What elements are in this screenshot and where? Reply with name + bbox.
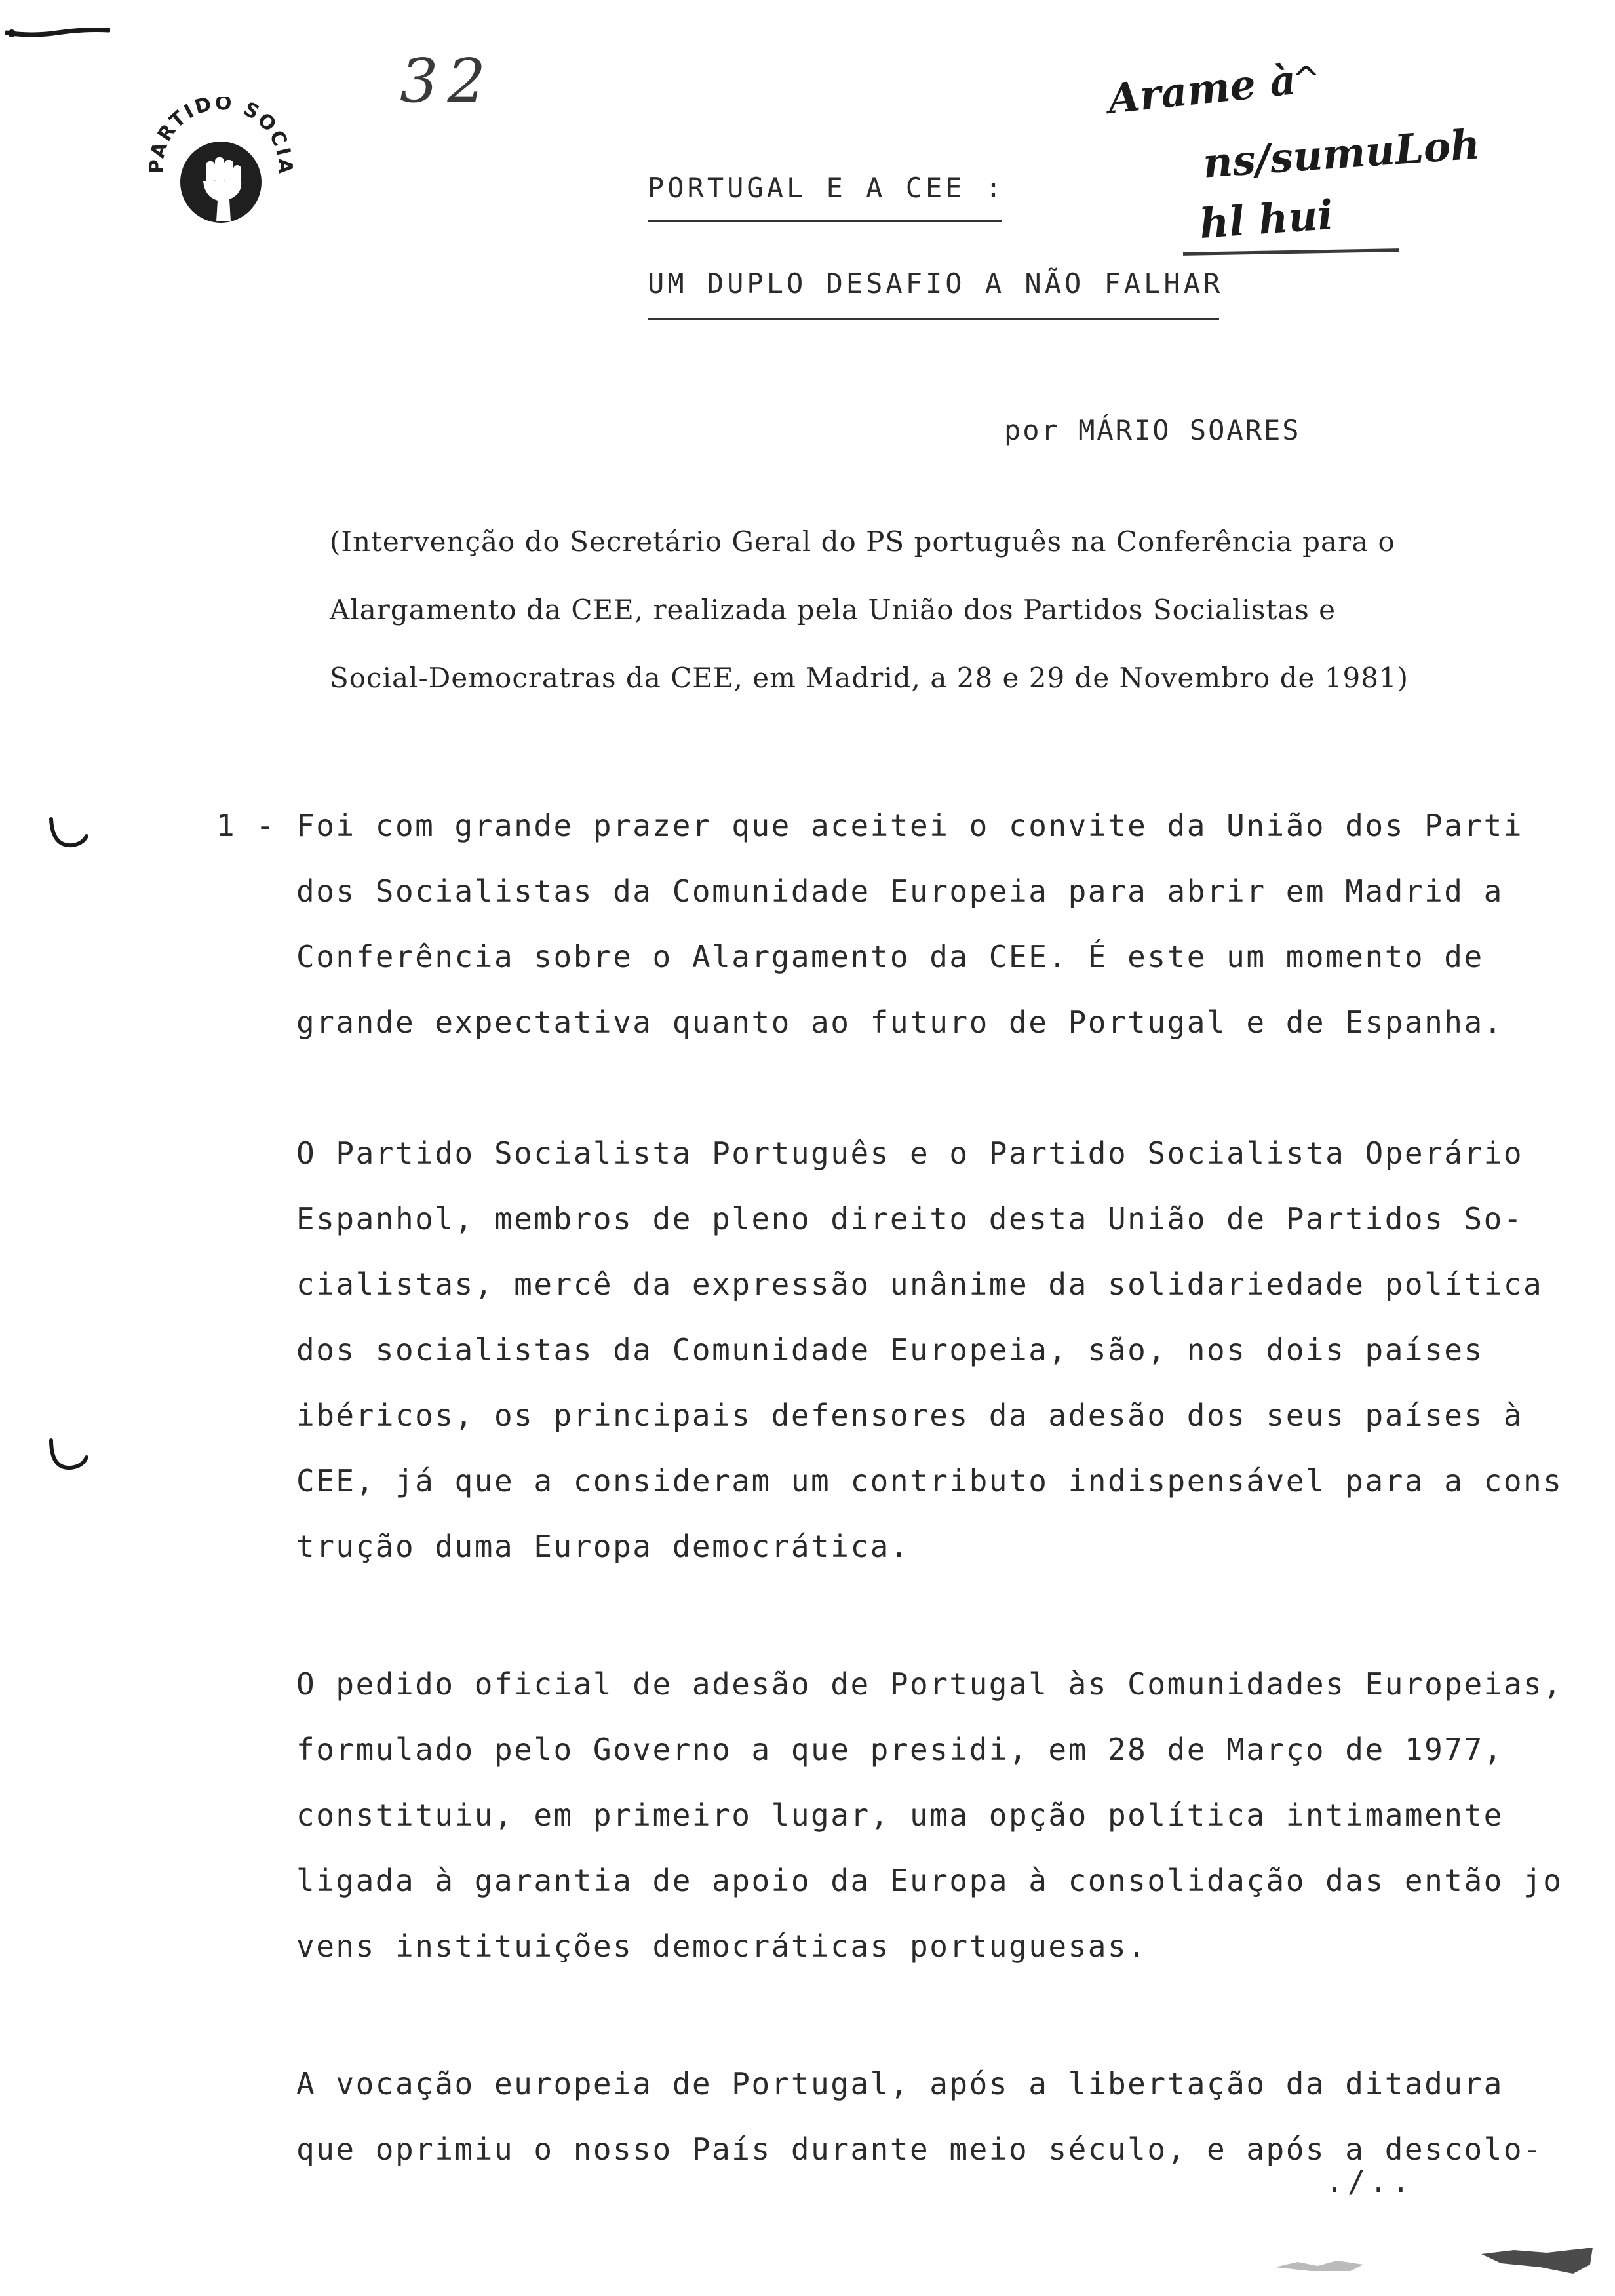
intro-note xyxy=(330,508,1516,712)
text-line: que oprimiu o nosso País durante meio século, e após a descolo- xyxy=(296,2132,1544,2167)
margin-pencil-mark xyxy=(46,1435,92,1481)
paragraph-1 xyxy=(296,793,1523,1055)
text-line: constituiu, em primeiro lugar, uma opção política intimamente xyxy=(296,1797,1504,1833)
text-line: vens instituições democráticas portuguesas. xyxy=(296,1928,1148,1964)
text-line: grande expectativa quanto ao futuro de Portugal e de Espanha. xyxy=(296,1004,1504,1040)
text-line: CEE, já que a consideram um contributo indispensável para a cons xyxy=(296,1463,1563,1499)
document-subtitle: UM DUPLO DESAFIO A NÃO FALHAR xyxy=(648,267,1224,299)
pen-mark xyxy=(5,28,110,38)
intro-line: Social-Democratras da CEE, em Madrid, a 28 e 29 de Novembro de 1981) xyxy=(330,662,1409,694)
intro-line: Alargamento da CEE, realizada pela União dos Partidos Socialistas e xyxy=(330,594,1336,626)
annotation-line-1: Arame à xyxy=(1105,56,1298,123)
text-line: Conferência sobre o Alargamento da CEE. É este um momento de xyxy=(296,939,1484,974)
page-number: 32 xyxy=(400,46,496,116)
text-line: dos Socialistas da Comunidade Europeia para abrir em Madrid a xyxy=(296,873,1504,909)
scan-smudge xyxy=(1272,2254,1370,2274)
text-line: O Partido Socialista Português e o Partido Socialista Operário xyxy=(296,1136,1524,1171)
annotation-line-3: hl hui xyxy=(1197,190,1335,248)
intro-line: (Intervenção do Secretário Geral do PS português na Conferência para o xyxy=(330,526,1395,558)
byline: por MÁRIO SOARES xyxy=(1004,414,1301,446)
handwritten-annotation xyxy=(1075,56,1534,275)
title-underline xyxy=(648,220,1002,222)
paragraph-number: 1 - xyxy=(216,808,276,843)
text-line: A vocação europeia de Portugal, após a libertação da ditadura xyxy=(296,2066,1504,2101)
paragraph-2 xyxy=(296,1120,1563,1579)
annotation-line-2: ns/sumuLoh xyxy=(1201,120,1482,187)
text-line: Espanhol, membros de pleno direito desta União de Partidos So- xyxy=(296,1201,1524,1236)
document-title: PORTUGAL E A CEE : xyxy=(648,172,1005,204)
text-line: O pedido oficial de adesão de Portugal às Comunidades Europeias, xyxy=(296,1666,1563,1702)
paragraph-3 xyxy=(296,1651,1563,1979)
text-line: dos socialistas da Comunidade Europeia, são, nos dois países xyxy=(296,1332,1484,1368)
party-logo xyxy=(146,97,296,248)
margin-pencil-mark xyxy=(46,813,92,858)
subtitle-underline xyxy=(648,318,1219,320)
text-line: Foi com grande prazer que aceitei o convite da União dos Parti xyxy=(296,808,1524,843)
caret-mark: ^ xyxy=(1291,59,1321,100)
text-line: ibéricos, os principais defensores da adesão dos seus países à xyxy=(296,1398,1524,1433)
continuation-marker: ./.. xyxy=(1325,2164,1414,2199)
text-line: formulado pelo Governo a que presidi, em 28 de Março de 1977, xyxy=(296,1732,1504,1767)
text-line: trução duma Europa democrática. xyxy=(296,1529,910,1564)
scan-smudge xyxy=(1475,2241,1599,2277)
logo-text: PARTIDO SOCIA xyxy=(146,97,296,176)
paragraph-4 xyxy=(296,2051,1543,2182)
text-line: ligada à garantia de apoio da Europa à consolidação das então jo xyxy=(296,1863,1563,1898)
text-line: cialistas, mercê da expressão unânime da solidariedade política xyxy=(296,1267,1544,1302)
annotation-underline xyxy=(1183,248,1399,256)
